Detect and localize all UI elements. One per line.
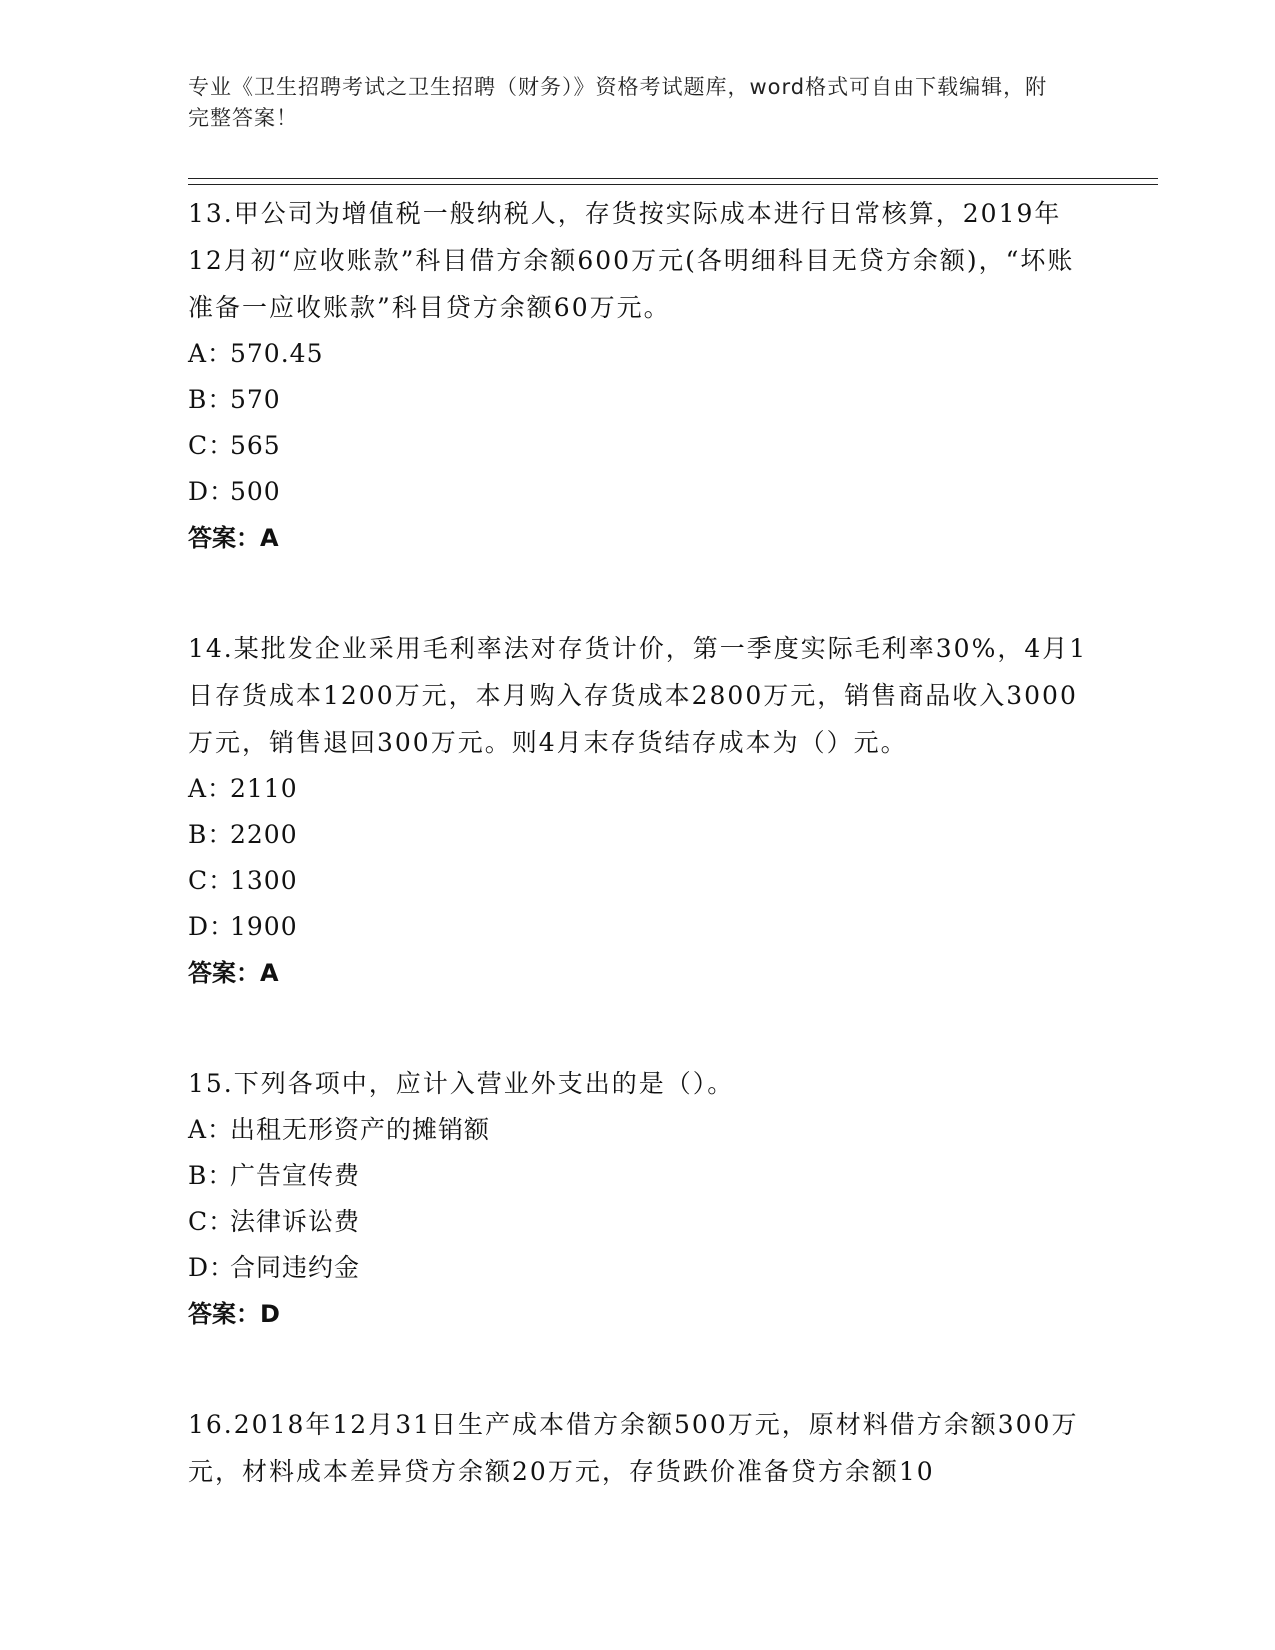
option-value: 570.45 xyxy=(230,339,324,368)
option-value: 出租无形资产的摊销额 xyxy=(230,1115,491,1144)
option-letter: C： xyxy=(188,431,235,460)
option-a xyxy=(188,1107,1088,1153)
option-value: 合同违约金 xyxy=(230,1253,361,1282)
option-value: 570 xyxy=(230,385,281,414)
option-letter: D： xyxy=(188,477,236,506)
question-text: 15.下列各项中，应计入营业外支出的是（）。 xyxy=(188,1069,735,1098)
option-letter: C： xyxy=(188,866,235,895)
question-16 xyxy=(188,1401,1088,1495)
option-letter: A： xyxy=(188,339,234,368)
question-text: 14.某批发企业采用毛利率法对存货计价，第一季度实际毛利率30%，4月1日存货成本1200万元，本月购入存货成本2800万元，销售商品收入3000万元，销售退回300万元。则4月末存货结存成本为（）元。 xyxy=(188,634,1088,757)
option-letter: C： xyxy=(188,1207,235,1236)
option-letter: D： xyxy=(188,1253,236,1282)
option-value: 1300 xyxy=(230,866,298,895)
option-value: 500 xyxy=(230,477,281,506)
question-list xyxy=(188,190,1088,1495)
header-divider-top xyxy=(188,178,1158,179)
option-b xyxy=(188,812,1088,858)
option-a xyxy=(188,766,1088,812)
answer-label: 答案：A xyxy=(188,959,279,987)
question-text: 13.甲公司为增值税一般纳税人，存货按实际成本进行日常核算，2019年12月初“应收账款”科目借方余额600万元(各明细科目无贷方余额)，“坏账准备一应收账款”科目贷方余额60万元。 xyxy=(188,199,1075,322)
option-a xyxy=(188,331,1088,377)
option-value: 2110 xyxy=(230,774,298,803)
answer-label: 答案：D xyxy=(188,1300,280,1328)
option-letter: B： xyxy=(188,1161,234,1190)
header-divider-bottom xyxy=(188,184,1158,185)
question-text: 16.2018年12月31日生产成本借方余额500万元，原材料借方余额300万元，材料成本差异贷方余额20万元，存货跌价准备贷方余额10 xyxy=(188,1410,1079,1486)
question-14 xyxy=(188,625,1088,996)
option-value: 2200 xyxy=(230,820,298,849)
option-d xyxy=(188,1245,1088,1291)
option-value: 1900 xyxy=(230,912,298,941)
option-letter: D： xyxy=(188,912,236,941)
option-value: 565 xyxy=(230,431,281,460)
option-letter: B： xyxy=(188,385,234,414)
option-b xyxy=(188,1153,1088,1199)
answer-label: 答案：A xyxy=(188,524,279,552)
question-13 xyxy=(188,190,1088,561)
option-value: 广告宣传费 xyxy=(230,1161,361,1190)
option-letter: B： xyxy=(188,820,234,849)
document-header: 专业《卫生招聘考试之卫生招聘（财务）》资格考试题库，word格式可自由下载编辑，附完整答案！ xyxy=(188,75,1048,130)
option-b xyxy=(188,377,1088,423)
option-c xyxy=(188,1199,1088,1245)
option-value: 法律诉讼费 xyxy=(230,1207,361,1236)
question-15 xyxy=(188,1060,1088,1337)
option-c xyxy=(188,858,1088,904)
option-letter: A： xyxy=(188,1115,234,1144)
option-d xyxy=(188,469,1088,515)
option-d xyxy=(188,904,1088,950)
option-c xyxy=(188,423,1088,469)
option-letter: A： xyxy=(188,774,234,803)
